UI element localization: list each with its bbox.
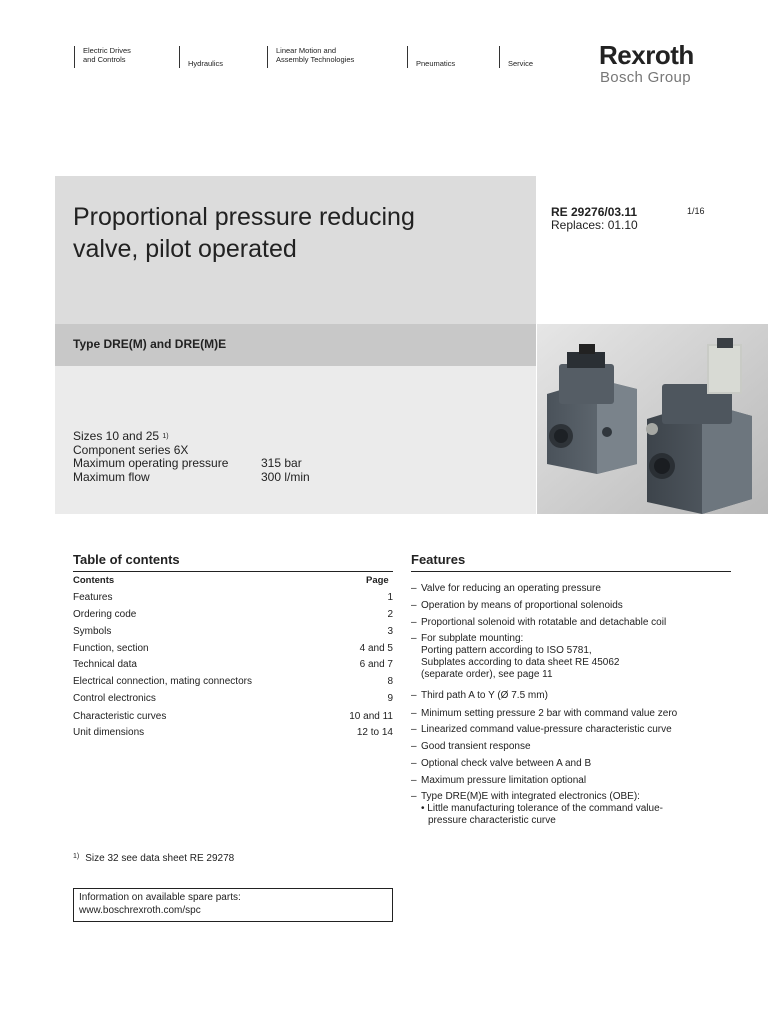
toc-row-page: 1 [387,592,393,603]
feature-text: Operation by means of proportional solenoids [421,600,623,611]
feature-text: Linearized command value-pressure characteristic curve [421,724,672,735]
spec-label: Maximum operating pressure [73,456,229,470]
feature-item [411,775,731,787]
toc-row[interactable] [73,626,393,643]
feature-item [411,741,731,753]
toc-title: Table of contents [73,552,180,567]
feature-subtext: • Little manufacturing tolerance of the command value- [421,803,663,814]
feature-item [411,690,731,702]
nav-label-line: Pneumatics [416,59,456,68]
footnote-mark: 1) [73,853,80,860]
spare-parts-link[interactable]: www.boschrexroth.com/spc [79,905,201,916]
nav-service[interactable] [499,46,534,68]
footnote [73,853,234,864]
bosch-group-logo: Bosch Group [600,69,691,86]
feature-item [411,724,731,736]
replaces-note: Replaces: 01.10 [551,218,638,232]
spec-component-series-text: Component series 6X [73,442,189,457]
toc-row-label: Electrical connection, mating connectors [73,676,252,687]
nav-pneumatics[interactable] [407,46,456,68]
toc-row-label: Control electronics [73,693,156,704]
toc-row[interactable] [73,676,393,693]
feature-text: Minimum setting pressure 2 bar with command value zero [421,708,678,719]
toc-col-page: Page [366,575,389,586]
spec-component-series [73,444,310,458]
nav-label-line: Assembly Technologies [276,55,355,64]
toc-row-label: Characteristic curves [73,711,167,722]
nav-label-line: and Controls [83,55,126,64]
specs-block [73,430,310,484]
features-title: Features [411,552,466,567]
feature-dash: – [411,633,417,644]
spec-max-flow [73,471,310,485]
feature-dash: – [411,741,417,752]
feature-text: Third path A to Y (Ø 7.5 mm) [421,690,548,701]
feature-item [411,583,731,595]
feature-subtext: Subplates according to data sheet RE 45062 [421,657,620,668]
spec-value: 300 l/min [261,469,310,484]
toc-row-page: 8 [387,676,393,687]
nav-label-line: Service [508,59,534,68]
toc-row-label: Unit dimensions [73,727,145,738]
toc-row-page: 6 and 7 [359,659,393,670]
feature-dash: – [411,708,417,719]
toc-row[interactable] [73,693,393,710]
toc-row-page: 2 [387,609,393,620]
page-title-line: valve, pilot operated [73,235,297,263]
feature-text: Valve for reducing an operating pressure [421,583,601,594]
toc-row-label: Technical data [73,659,137,670]
feature-item [411,633,731,681]
nav-label-line: Electric Drives [83,46,131,55]
features-rule [411,571,731,572]
spec-value: 315 bar [261,456,302,470]
spare-parts-text: Information on available spare parts: [79,892,241,903]
nav-label-line: Hydraulics [188,59,224,68]
spare-parts-box [73,888,393,922]
toc-row-page: 12 to 14 [356,727,393,738]
nav-electric-drives[interactable] [74,46,131,68]
feature-item [411,708,731,720]
feature-dash: – [411,600,417,611]
feature-dash: – [411,617,417,628]
toc-row-label: Ordering code [73,609,137,620]
page-number: 1/16 [687,206,705,216]
feature-subtext: pressure characteristic curve [428,815,556,826]
feature-text: Type DRE(M)E with integrated electronics (OBE): [421,791,640,802]
feature-dash: – [411,690,417,701]
product-photo [537,324,768,514]
feature-text: Good transient response [421,741,531,752]
spec-sizes-text: Sizes 10 and 25 [73,429,160,443]
feature-text: For subplate mounting: [421,633,524,644]
toc-row-page: 10 and 11 [349,711,393,722]
feature-subtext: Porting pattern according to ISO 5781, [421,645,592,656]
rexroth-logo: Rexroth [599,40,694,70]
toc-row[interactable] [73,609,393,626]
toc-row-label: Symbols [73,626,112,637]
document-number: RE 29276/03.11 [551,205,638,219]
toc-row[interactable] [73,659,393,676]
footnote-ref: 1) [162,433,169,440]
spec-sizes [73,430,310,444]
feature-text: Proportional solenoid with rotatable and detachable coil [421,617,667,628]
toc-row[interactable] [73,592,393,609]
toc-row-page: 3 [387,626,393,637]
toc-row-page: 9 [387,693,393,704]
nav-linear-motion[interactable] [267,46,354,68]
toc-rule [73,571,393,572]
toc-row[interactable] [73,711,393,728]
feature-item [411,600,731,612]
toc-col-contents: Contents [73,575,115,586]
toc-row[interactable] [73,727,393,744]
feature-dash: – [411,758,417,769]
feature-subtext: (separate order), see page 11 [421,669,553,680]
feature-dash: – [411,791,417,802]
feature-dash: – [411,583,417,594]
toc-row-page: 4 and 5 [359,643,393,654]
feature-item [411,791,731,827]
feature-text: Optional check valve between A and B [421,758,592,769]
type-label: Type DRE(M) and DRE(M)E [73,337,227,351]
feature-item [411,758,731,770]
feature-dash: – [411,724,417,735]
nav-hydraulics[interactable] [179,46,224,68]
footnote-text: Size 32 see data sheet RE 29278 [85,853,235,864]
feature-dash: – [411,775,417,786]
spec-max-pressure [73,457,310,471]
feature-item [411,617,731,629]
toc-row-label: Features [73,592,113,603]
toc-row[interactable] [73,643,393,660]
toc-row-label: Function, section [73,643,149,654]
page-title [73,201,415,265]
feature-text: Maximum pressure limitation optional [421,775,587,786]
nav-label-line: Linear Motion and [276,46,337,55]
spec-label: Maximum flow [73,469,150,484]
page-title-line: Proportional pressure reducing [73,203,415,231]
